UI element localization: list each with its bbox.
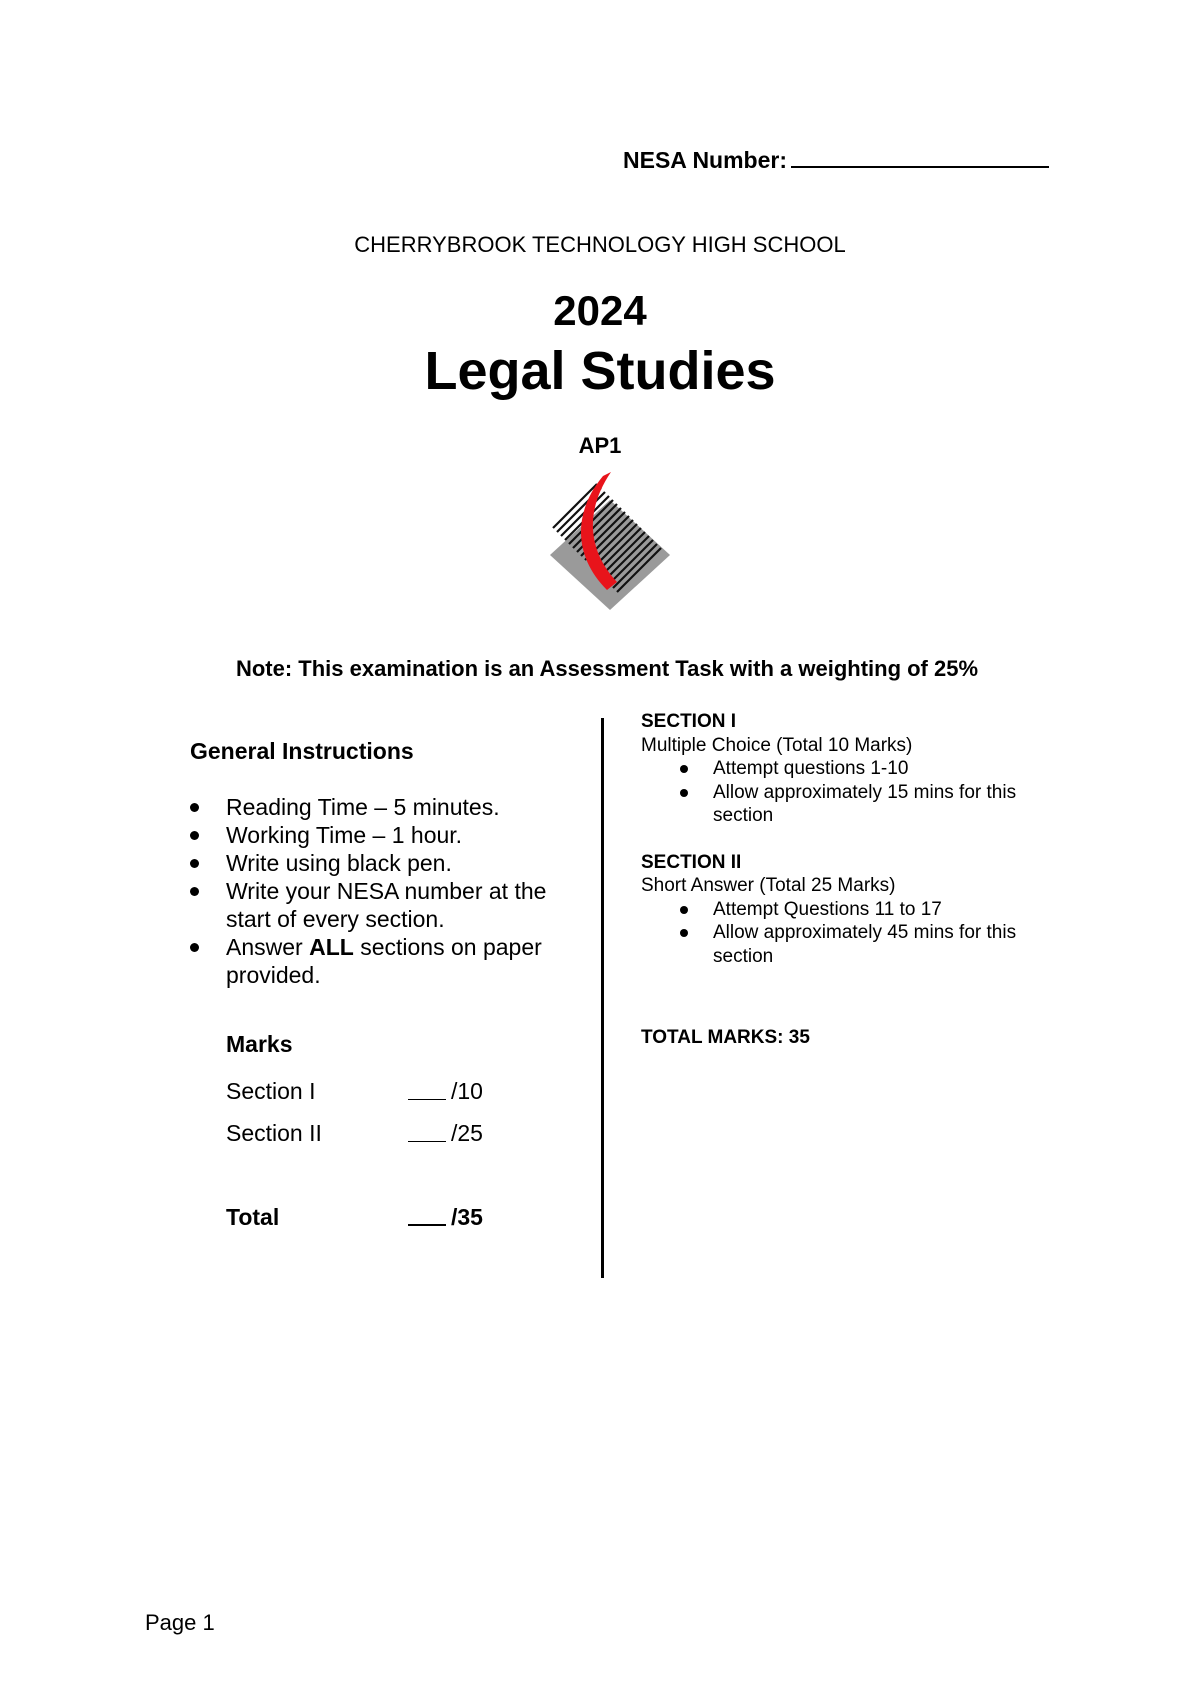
section-description: Short Answer (Total 25 Marks) (641, 875, 896, 896)
list-item-text-after: sections on paper provided. (226, 934, 542, 988)
total-marks: TOTAL MARKS: 35 (641, 1027, 810, 1048)
marks-row (226, 1112, 483, 1154)
list-item: Write using black pen. (188, 849, 588, 877)
marks-blank (408, 1083, 446, 1100)
nesa-number-field (623, 146, 1049, 174)
list-item (188, 933, 588, 989)
page-number: Page 1 (145, 1610, 215, 1635)
school-name: CHERRYBROOK TECHNOLOGY HIGH SCHOOL (354, 232, 846, 257)
sections-overview (641, 710, 1061, 968)
marks-out-of: /10 (451, 1077, 483, 1104)
marks-table (226, 1031, 483, 1238)
marks-blank (408, 1208, 446, 1226)
marks-blank (408, 1125, 446, 1142)
logo-shadow-diamond (550, 500, 670, 610)
marks-total-label: Total (226, 1203, 280, 1230)
task-code: AP1 (578, 433, 622, 458)
section-items (641, 757, 1061, 828)
list-item: Write your NESA number at the start of every section. (188, 877, 588, 933)
column-divider (601, 718, 604, 1278)
marks-total-out-of: /35 (451, 1203, 483, 1230)
general-instructions-title: General Instructions (190, 738, 414, 764)
nesa-number-blank (791, 146, 1049, 168)
marks-total-row (226, 1196, 483, 1238)
list-item: Working Time – 1 hour. (188, 821, 588, 849)
list-item: Reading Time – 5 minutes. (188, 793, 588, 821)
general-instructions-list (188, 793, 588, 989)
section-block (641, 710, 1061, 828)
list-item-text-bold: ALL (309, 934, 354, 960)
section-description: Multiple Choice (Total 10 Marks) (641, 734, 913, 756)
weighting-note: Note: This examination is an Assessment Task with a weighting of 25% (235, 656, 979, 681)
list-item: Allow approximately 45 mins for this section (641, 921, 1061, 968)
nesa-number-label: NESA Number: (623, 147, 787, 173)
section-heading: SECTION I (641, 711, 737, 732)
list-item: Attempt Questions 11 to 17 (641, 898, 1061, 922)
subject-title: Legal Studies (424, 341, 776, 401)
list-item: Allow approximately 15 mins for this section (641, 781, 1061, 828)
list-item: Attempt questions 1-10 (641, 757, 1061, 781)
section-items (641, 898, 1061, 969)
marks-title: Marks (226, 1031, 293, 1057)
school-logo (545, 470, 675, 616)
marks-row-label: Section II (226, 1119, 322, 1146)
list-item-text-before: Answer (226, 934, 310, 960)
section-heading: SECTION II (641, 851, 742, 873)
marks-row-label: Section I (226, 1077, 316, 1104)
exam-year: 2024 (553, 287, 647, 334)
marks-row (226, 1070, 483, 1112)
section-block (641, 851, 1061, 969)
marks-out-of: /25 (451, 1119, 483, 1146)
